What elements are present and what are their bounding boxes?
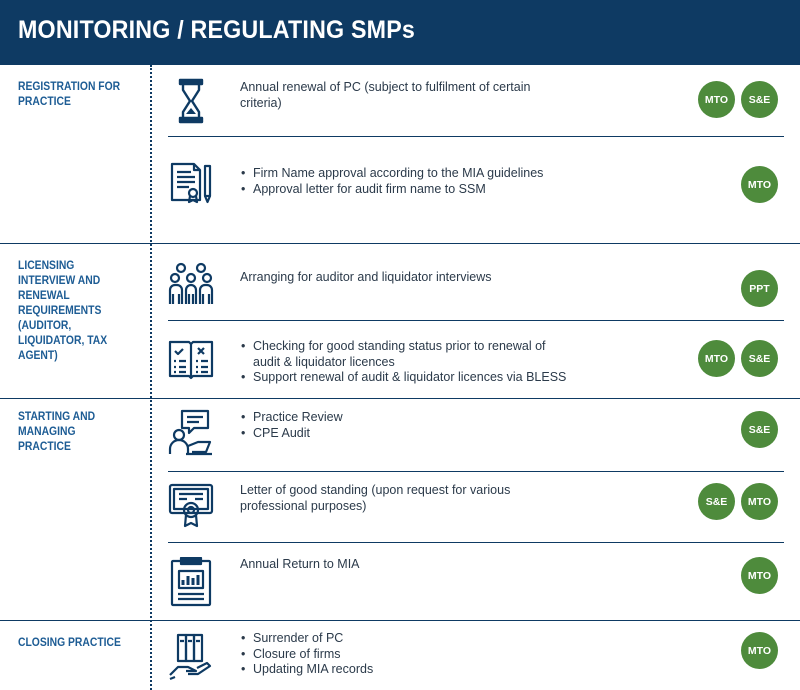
section-label-licensing: LICENSING INTERVIEW AND RENEWAL REQUIREMENTS (AUDITOR, LIQUIDATOR, TAX AGENT): [18, 260, 108, 362]
row-divider: [168, 320, 784, 321]
hand-files-icon: [168, 633, 214, 683]
bullet-item: • Approval letter for audit firm name to SSM: [240, 182, 560, 198]
badge-mto: MTO: [698, 340, 735, 377]
bullet-item: • Closure of firms: [240, 647, 560, 663]
bullet-item: • Checking for good standing status prior to renewal of audit & liquidator licences: [240, 339, 570, 370]
page-header: [0, 0, 800, 65]
bullet-item: • Updating MIA records: [240, 662, 560, 678]
row-badges: [698, 81, 778, 118]
section-divider: [0, 620, 800, 621]
row-divider: [168, 542, 784, 543]
badge-mto: MTO: [741, 632, 778, 669]
row-description: [240, 166, 560, 197]
badge-se: S&E: [698, 483, 735, 520]
row-badges: [741, 270, 778, 307]
presenter-review-icon: [168, 408, 214, 458]
badge-se: S&E: [741, 340, 778, 377]
row-description: Arranging for auditor and liquidator interviews: [240, 270, 492, 284]
badge-se: S&E: [741, 411, 778, 448]
bullet-item: • CPE Audit: [240, 426, 560, 442]
row-description: Letter of good standing (upon request for various professional purposes): [240, 483, 511, 513]
section-divider: [0, 243, 800, 244]
section-label-starting-managing: STARTING AND MANAGING PRACTICE: [18, 411, 96, 453]
row-description: [240, 631, 560, 678]
section-divider: [0, 398, 800, 399]
bullet-item: • Practice Review: [240, 410, 560, 426]
row-badges: [698, 340, 778, 377]
badge-mto: MTO: [741, 483, 778, 520]
row-badges: [741, 557, 778, 594]
row-badges: [741, 632, 778, 669]
row-description: Annual renewal of PC (subject to fulfilment of certain criteria): [240, 80, 531, 110]
row-divider: [168, 471, 784, 472]
badge-mto: MTO: [741, 557, 778, 594]
clipboard-chart-icon: [168, 557, 214, 607]
bullet-item: • Firm Name approval according to the MIA guidelines: [240, 166, 560, 182]
section-label-closing: CLOSING PRACTICE: [18, 637, 121, 649]
badge-mto: MTO: [741, 166, 778, 203]
certificate-document-icon: [168, 156, 214, 206]
badge-ppt: PPT: [741, 270, 778, 307]
column-divider: [150, 65, 152, 690]
group-people-icon: [168, 260, 214, 310]
row-description: [240, 410, 560, 441]
section-label-registration: REGISTRATION FOR PRACTICE: [18, 81, 121, 108]
bullet-item: • Surrender of PC: [240, 631, 560, 647]
row-divider: [168, 136, 784, 137]
row-badges: [698, 483, 778, 520]
bullet-item: • Support renewal of audit & liquidator licences via BLESS: [240, 370, 570, 386]
badge-mto: MTO: [698, 81, 735, 118]
row-description: [240, 339, 570, 386]
open-book-checklist-icon: [168, 334, 214, 384]
row-badges: [741, 411, 778, 448]
row-description: Annual Return to MIA: [240, 557, 360, 571]
page-title: MONITORING / REGULATING SMPs: [18, 16, 416, 44]
certificate-ribbon-icon: [168, 481, 214, 531]
badge-se: S&E: [741, 81, 778, 118]
hourglass-icon: [168, 76, 214, 126]
row-badges: [741, 166, 778, 203]
